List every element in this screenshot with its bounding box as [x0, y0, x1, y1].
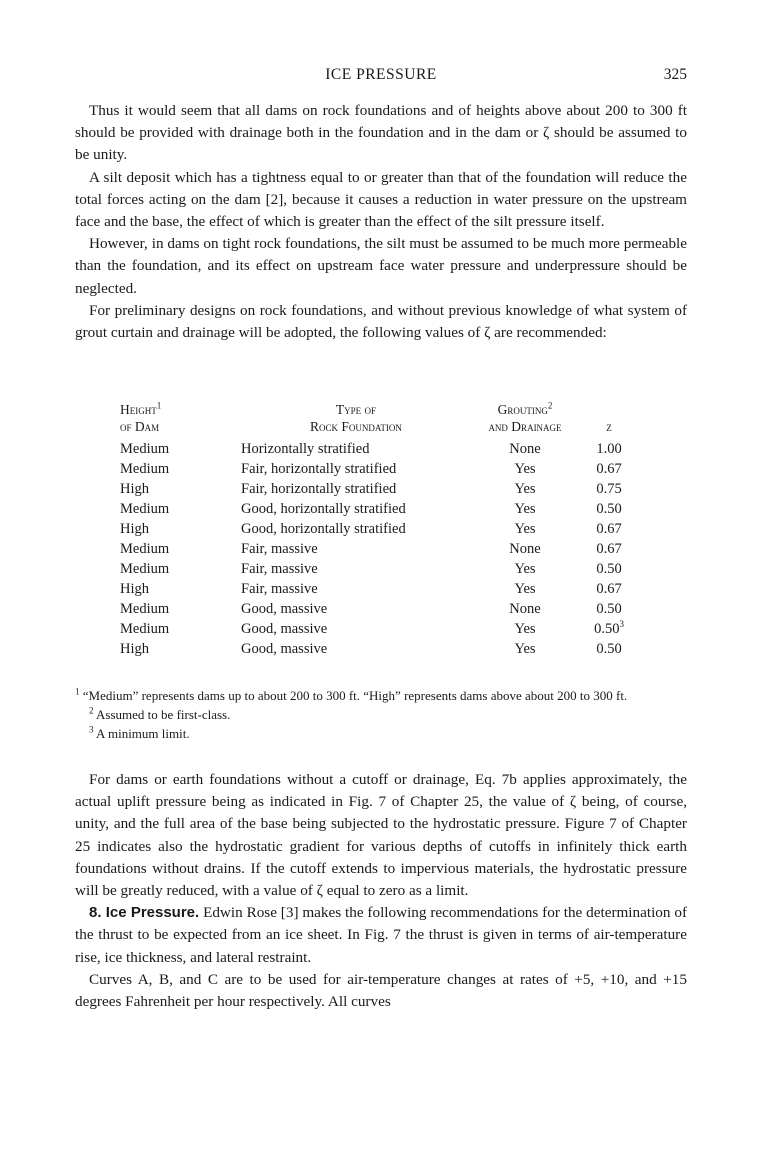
paragraph: For preliminary designs on rock foundations, and without previous knowledge of what system of grout curtain and drainage will be adopted, the following values of ζ are recommended:	[75, 301, 687, 342]
cell-grouting: None	[509, 441, 541, 457]
body-text	[75, 769, 687, 1013]
cell-zeta: 0.75	[596, 481, 622, 497]
paragraph: Thus it would seem that all dams on rock foundations and of heights above about 200 to 300 ft should be provided with drainage both in the foundation and in the dam or ζ should be assumed to be unity.	[75, 102, 687, 164]
paragraph: However, in dams on tight rock foundations, the silt must be assumed to be much more permeable than the foundation, and its effect on upstream face water pressure and underpressure should be neglected.	[75, 235, 687, 297]
running-title: ICE PRESSURE	[325, 66, 437, 83]
cell-height: High	[120, 641, 149, 657]
cell-zeta: 0.50	[596, 501, 622, 517]
col-header-grouting-line1: Grouting$^2$	[497, 400, 553, 417]
intro-text	[75, 100, 687, 344]
cell-zeta: 0.67	[596, 581, 622, 597]
cell-foundation-type: Good, horizontally stratified	[241, 501, 406, 517]
table-row	[120, 539, 639, 559]
table-row	[120, 559, 639, 579]
table-row	[120, 499, 639, 519]
page-number: 325	[663, 66, 687, 83]
col-header-type-line2: Rock Foundation	[310, 419, 402, 434]
paragraph: For dams or earth foundations without a cutoff or drainage, Eq. 7b applies approximately, the actual uplift pressure being as indicated in Fig. 7 of Chapter 25, the value of ζ being, of course, unity, and the full area of the base being subjected to the hydrostatic pressure. Figure 7 of Chapter 25 indicates also the hydrostatic gradient for various depths of cutoffs in infinitely thick earth foundations without drains. If the cutoff extends to impervious materials, the hydrostatic pressure will be greatly reduced, with a value of ζ equal to zero as a limit.	[75, 771, 687, 900]
col-header-height-line1: Height$^1$	[120, 400, 162, 417]
table-row	[120, 479, 639, 499]
cell-height: Medium	[120, 501, 170, 517]
cell-grouting: Yes	[514, 501, 536, 517]
cell-height: Medium	[120, 461, 170, 477]
cell-zeta: 0.50	[596, 561, 622, 577]
cell-foundation-type: Good, horizontally stratified	[241, 521, 406, 537]
table-row	[120, 459, 639, 479]
table-row	[120, 579, 639, 599]
table-header-row	[120, 418, 639, 439]
cell-grouting: Yes	[514, 581, 536, 597]
table-row	[120, 639, 639, 659]
cell-height: High	[120, 581, 149, 597]
cell-zeta: 0.50	[596, 641, 622, 657]
cell-height: High	[120, 521, 149, 537]
footnote-1: $^1$ “Medium” represents dams up to about 200 to 300 ft. “High” represents dams above about 200 to 300 ft.	[75, 686, 628, 703]
paragraph: Curves A, B, and C are to be used for air-temperature changes at rates of +5, +10, and +15 degrees Fahrenheit per hour respectively. All curves	[75, 970, 687, 1011]
col-header-zeta-line2: ζ	[606, 419, 612, 434]
cell-height: Medium	[120, 441, 170, 457]
col-header-grouting-line2: and Drainage	[488, 419, 562, 434]
cell-foundation-type: Good, massive	[241, 601, 328, 617]
table-row	[120, 619, 639, 639]
section-heading: 8. Ice Pressure.	[89, 904, 200, 922]
cell-grouting: None	[509, 601, 541, 617]
cell-zeta: 0.50	[596, 601, 622, 617]
cell-height: Medium	[120, 601, 170, 617]
cell-foundation-type: Fair, massive	[241, 581, 318, 597]
zeta-values-table	[120, 401, 639, 659]
cell-grouting: None	[509, 541, 541, 557]
table-row	[120, 519, 639, 539]
table-row	[120, 439, 639, 459]
cell-grouting: Yes	[514, 641, 536, 657]
cell-foundation-type: Fair, massive	[241, 561, 318, 577]
col-header-type-line1: Type of	[335, 402, 377, 417]
footnote-3: $^3$ A minimum limit.	[89, 724, 190, 741]
cell-grouting: Yes	[514, 621, 536, 637]
table-header-row	[120, 401, 639, 418]
running-header	[75, 66, 687, 88]
col-header-height-line2: of Dam	[120, 419, 160, 434]
table-row	[120, 599, 639, 619]
section-paragraph	[75, 902, 687, 969]
cell-grouting: Yes	[514, 481, 536, 497]
col-header-zeta-line1	[579, 401, 639, 418]
cell-height: Medium	[120, 541, 170, 557]
footnote-2: $^2$ Assumed to be first-class.	[89, 705, 231, 722]
cell-zeta: 0.50$^3$	[594, 619, 624, 637]
cell-height: Medium	[120, 621, 170, 637]
section-text: Edwin Rose [3] makes the following recommendations for the determination of the thrust to be expected from an ice sheet. In Fig. 7 the thrust is given in terms of air-temperature rise, ice thickness, and lateral restraint.	[75, 904, 687, 966]
cell-foundation-type: Good, massive	[241, 641, 328, 657]
cell-foundation-type: Fair, horizontally stratified	[241, 461, 397, 477]
cell-foundation-type: Fair, massive	[241, 541, 318, 557]
cell-grouting: Yes	[514, 461, 536, 477]
cell-zeta: 0.67	[596, 461, 622, 477]
cell-zeta: 0.67	[596, 521, 622, 537]
cell-grouting: Yes	[514, 561, 536, 577]
cell-grouting: Yes	[514, 521, 536, 537]
cell-height: Medium	[120, 561, 170, 577]
cell-foundation-type: Horizontally stratified	[241, 441, 370, 457]
cell-height: High	[120, 481, 149, 497]
cell-foundation-type: Good, massive	[241, 621, 328, 637]
cell-zeta: 0.67	[596, 541, 622, 557]
footnotes	[75, 686, 687, 743]
cell-foundation-type: Fair, horizontally stratified	[241, 481, 397, 497]
table-body	[120, 439, 639, 659]
paragraph: A silt deposit which has a tightness equal to or greater than that of the foundation will reduce the total forces acting on the dam [2], because it causes a reduction in water pressure on the upstream face and the base, the effect of which is greater than the effect of the silt pressure itself.	[75, 168, 687, 231]
cell-zeta: 1.00	[596, 441, 622, 457]
